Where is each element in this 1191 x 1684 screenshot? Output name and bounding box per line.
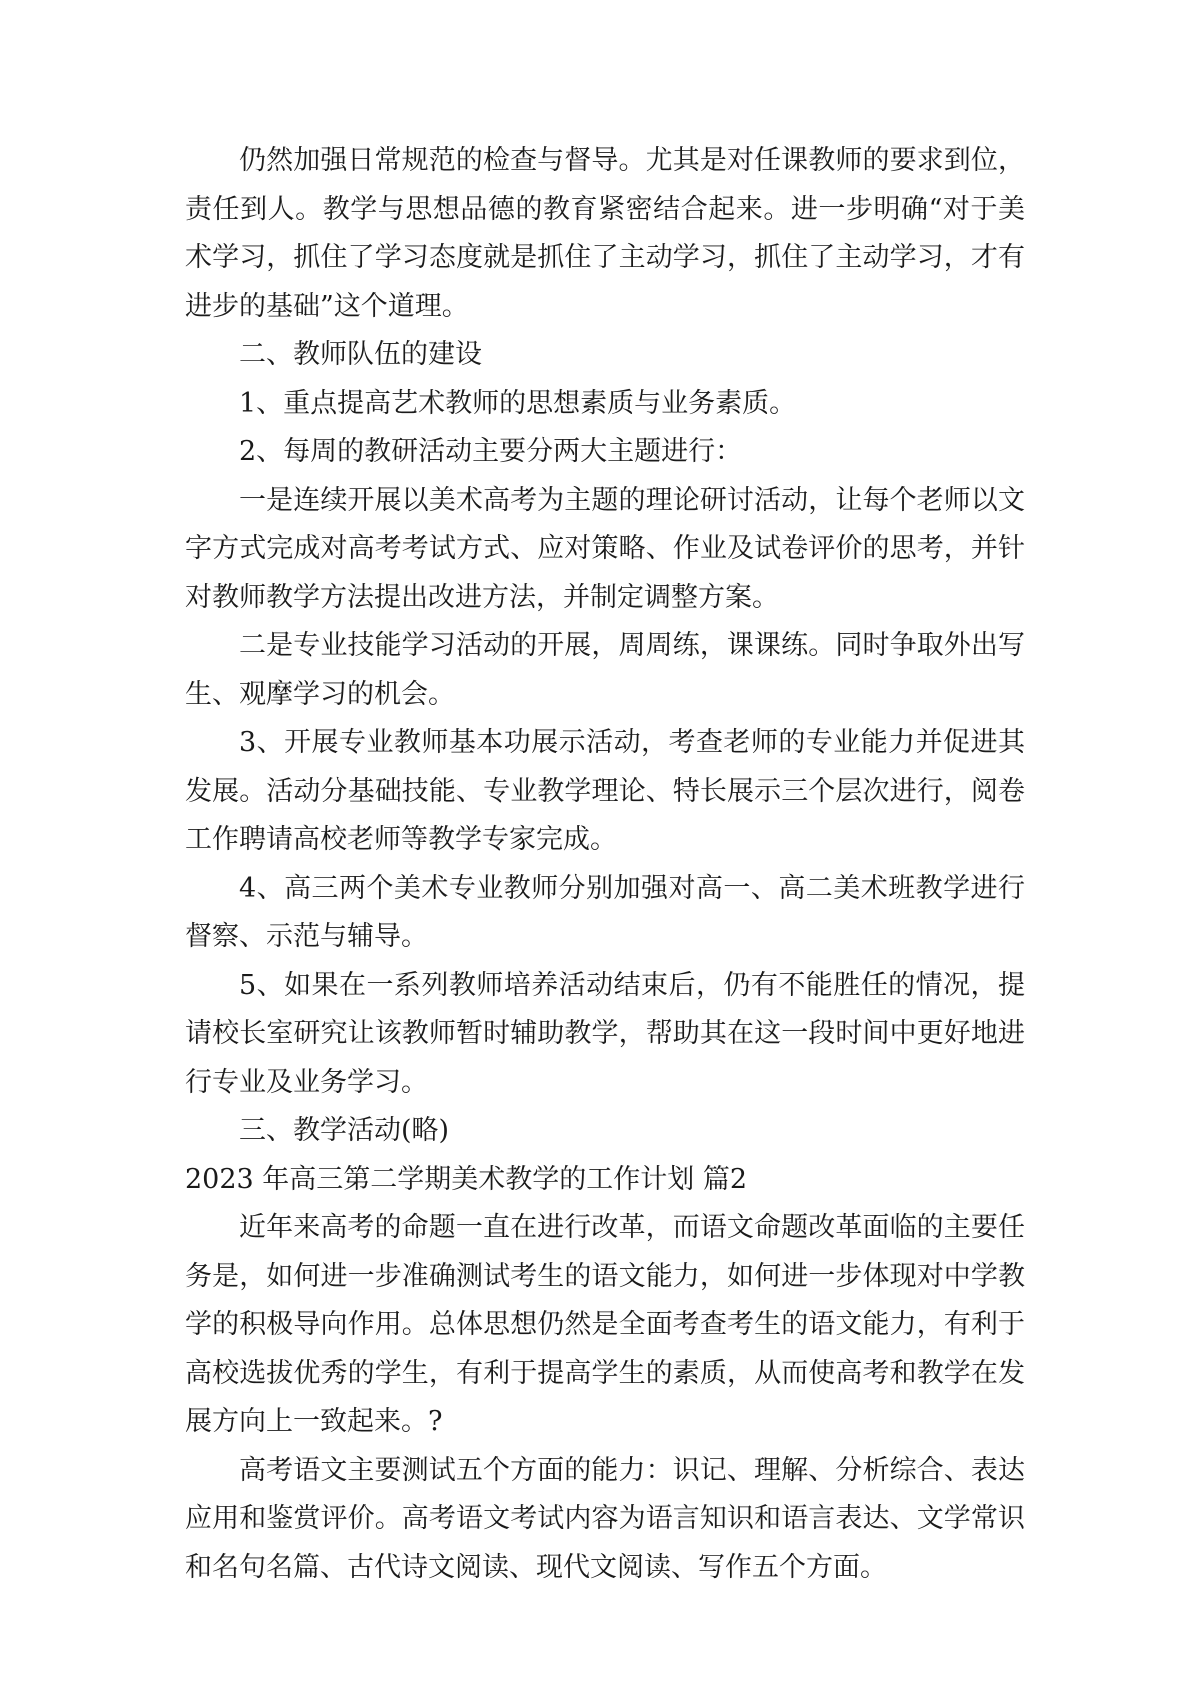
paragraph-five-abilities: 高考语文主要测试五个方面的能力：识记、理解、分析综合、表达应用和鉴赏评价。高考语文考试内容为语言知识和语言表达、文学常识和名句名篇、古代诗文阅读、现代文阅读、写作五个方面。 <box>185 1454 1025 1583</box>
section-heading-teaching-activities: 三、教学活动(略) <box>239 1115 450 1146</box>
list-item-5: 5、如果在一系列教师培养活动结束后，仍有不能胜任的情况，提请校长室研究让该教师暂时辅助教学，帮助其在这一段时间中更好地进行专业及业务学习。 <box>185 969 1025 1098</box>
list-item-1: 1、重点提高艺术教师的思想素质与业务素质。 <box>239 387 797 419</box>
list-item-4: 4、高三两个美术专业教师分别加强对高一、高二美术班教学进行督察、示范与辅导。 <box>185 872 1025 952</box>
paragraph-inspection-supervision: 仍然加强日常规范的检查与督导。尤其是对任课教师的要求到位，责任到人。教学与思想品德的教育紧密结合起来。进一步明确“对于美术学习，抓住了学习态度就是抓住了主动学习，抓住了主动学习，才有进步的基础”这个道理。 <box>185 145 1025 322</box>
paragraph-theory-seminar: 一是连续开展以美术高考为主题的理论研讨活动，让每个老师以文字方式完成对高考考试方式、应对策略、作业及试卷评价的思考，并针对教师教学方法提出改进方法，并制定调整方案。 <box>185 484 1025 613</box>
section-heading-teacher-team: 二、教师队伍的建设 <box>239 339 482 370</box>
paragraph-exam-reform: 近年来高考的命题一直在进行改革，而语文命题改革面临的主要任务是，如何进一步准确测试考生的语文能力，如何进一步体现对中学教学的积极导向作用。总体思想仍然是全面考查考生的语文能力，有利于高校选拔优秀的学生，有利于提高学生的素质，从而使高考和教学在发展方向上一致起来。? <box>185 1212 1025 1437</box>
paragraph-skill-practice: 二是专业技能学习活动的开展，周周练，课课练。同时争取外出写生、观摩学习的机会。 <box>185 630 1025 710</box>
list-item-2: 2、每周的教研活动主要分两大主题进行： <box>239 436 743 467</box>
list-item-3: 3、开展专业教师基本功展示活动，考查老师的专业能力并促进其发展。活动分基础技能、专业教学理论、特长展示三个层次进行，阅卷工作聘请高校老师等教学专家完成。 <box>185 727 1025 855</box>
article-title-part-2: 2023 年高三第二学期美术教学的工作计划 篇2 <box>185 1163 748 1195</box>
document-body <box>185 137 1025 1592</box>
